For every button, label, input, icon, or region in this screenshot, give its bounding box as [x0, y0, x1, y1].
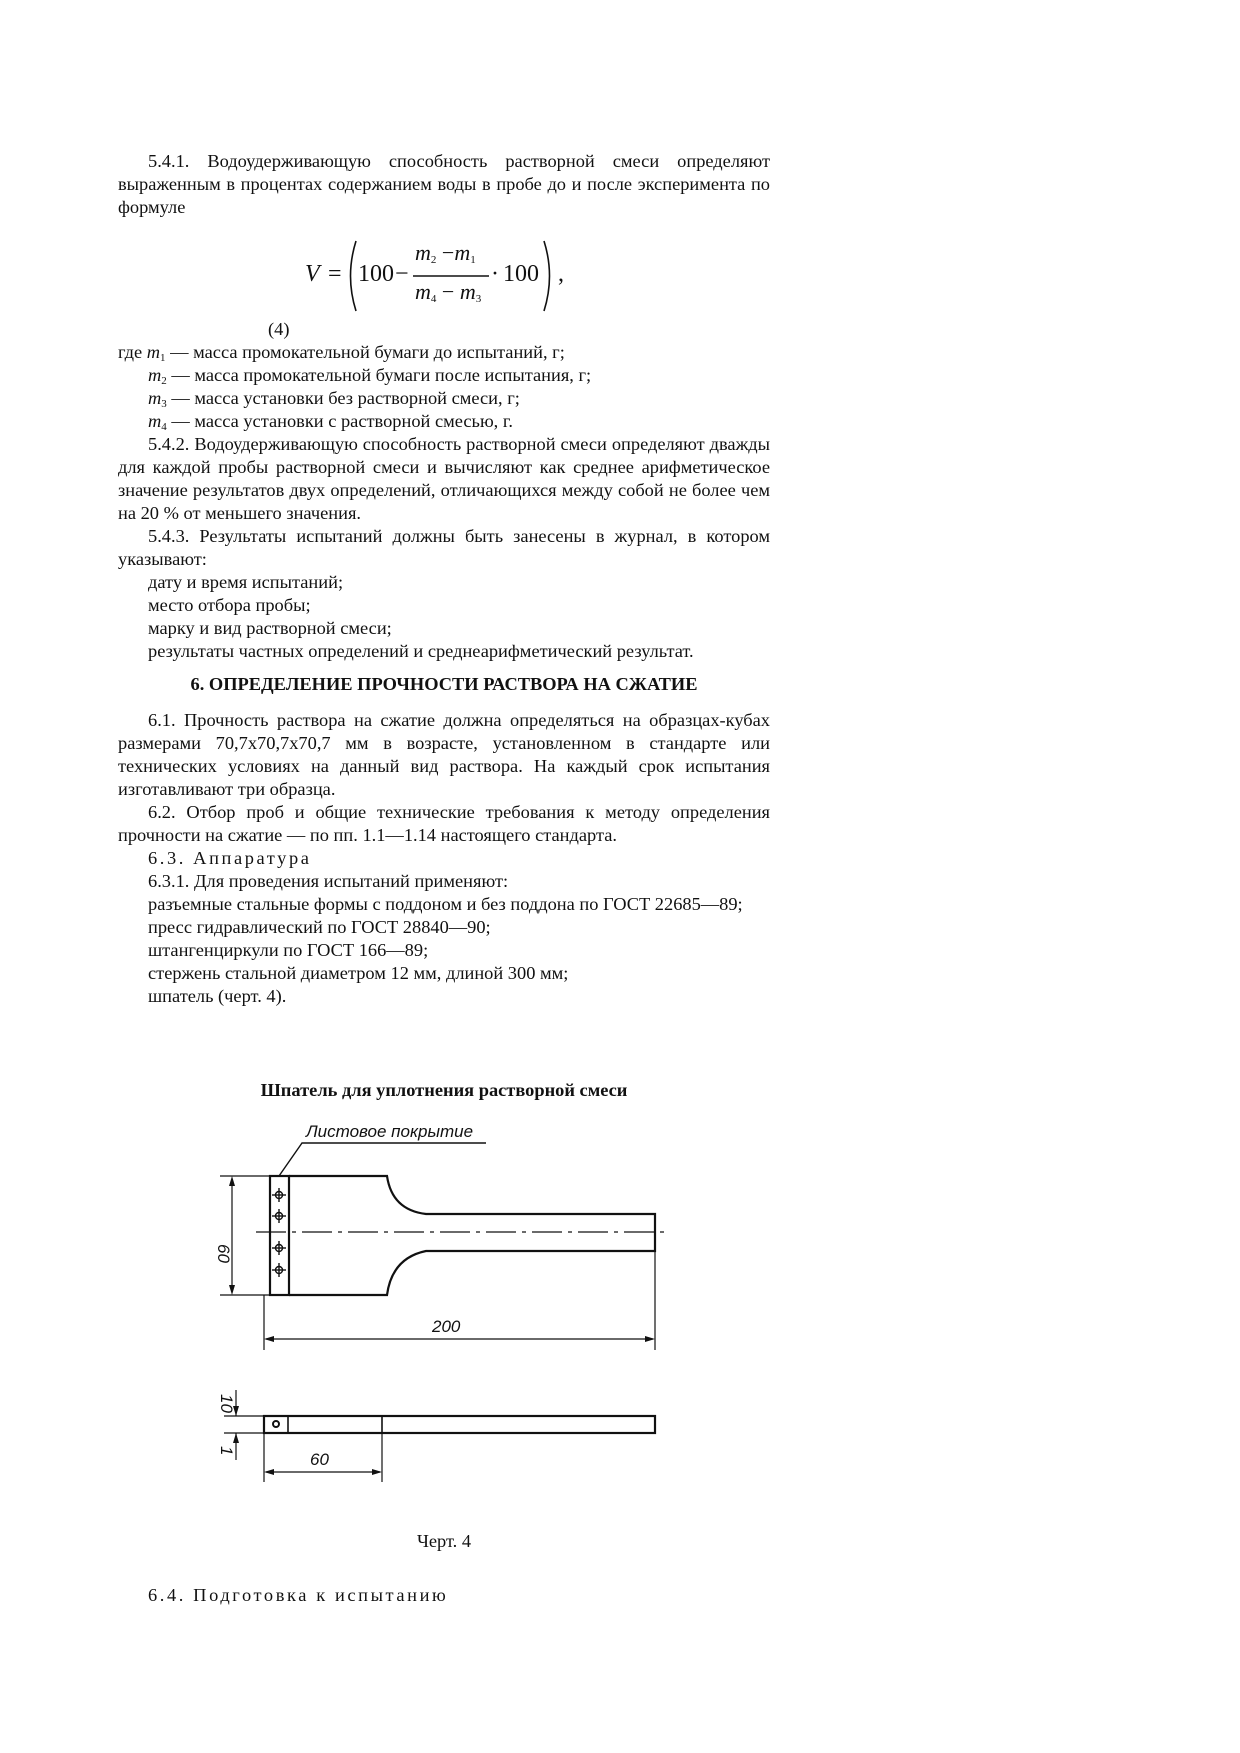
- section-5-4-1: [118, 150, 770, 219]
- formula-4: [300, 240, 580, 312]
- left-paren: [344, 240, 358, 312]
- where-m4-text: — масса установки с растворной смесью, г.: [166, 411, 513, 431]
- formula-number: (4): [268, 319, 290, 339]
- where-m4-sym: m: [148, 411, 162, 431]
- where-prefix: где: [118, 342, 147, 362]
- list-item: дату и время испытаний;: [148, 572, 344, 592]
- paragraph-6-1: 6.1. Прочность раствора на сжатие должна определяться на образцах-кубах размерами 70,7x70,7x70,7 мм в возрасте, установленном в стандарте или технических условиях на данный вид раствора. На каждый срок испытания изготавливают три образца.: [118, 710, 770, 799]
- fraction-bar: [413, 275, 489, 278]
- list-item: стержень стальной диаметром 12 мм, длиной 300 мм;: [148, 963, 569, 983]
- dimension-label-10: 10: [217, 1394, 236, 1413]
- numerator-minus: −: [441, 240, 455, 265]
- where-m3-text: — масса установки без растворной смеси, г;: [166, 388, 520, 408]
- right-paren: [542, 240, 556, 312]
- dimension-label-60-vertical: 60: [214, 1244, 233, 1263]
- list-item: шпатель (черт. 4).: [148, 986, 287, 1006]
- paragraph-5-4-1: 5.4.1. Водоудерживающую способность растворной смеси определяют выраженным в процентах содержанием воды в пробе до и после эксперимента по формуле: [118, 151, 770, 217]
- spatula-drawing: [0, 1110, 1240, 1510]
- where-m2-sub: 2: [161, 375, 167, 387]
- formula-equals: =: [328, 261, 342, 287]
- where-m2: [148, 364, 591, 387]
- section-5-4-2-3: [118, 433, 770, 663]
- where-m2-text: — масса промокательной бумаги после испытания, г;: [166, 365, 592, 385]
- formula-dot: ·: [491, 261, 499, 287]
- formula-numerator: [415, 240, 476, 266]
- denominator-m3-sub: 3: [475, 293, 482, 305]
- denominator-minus: −: [441, 279, 455, 304]
- where-m1-sym: m: [146, 342, 161, 362]
- paragraph-5-4-3: 5.4.3. Результаты испытаний должны быть занесены в журнал, в котором указывают:: [118, 526, 770, 569]
- denominator-m4: m: [415, 279, 431, 304]
- where-m1: [118, 341, 770, 364]
- list-item: разъемные стальные формы с поддоном и без поддона по ГОСТ 22685—89;: [148, 894, 743, 914]
- dimension-label-1: 1: [217, 1446, 236, 1456]
- formula-lhs: V: [305, 261, 320, 287]
- numerator-m2-sub: 2: [430, 254, 437, 266]
- formula-comma: ,: [558, 261, 564, 287]
- spatula-side-view: [264, 1416, 655, 1433]
- where-m3-sym: m: [148, 388, 162, 408]
- denominator-m4-sub: 4: [430, 293, 437, 305]
- where-m4-sub: 4: [161, 421, 167, 433]
- where-m4: [148, 410, 513, 433]
- where-m1-text: — масса промокательной бумаги до испытаний, г;: [165, 342, 565, 362]
- leader-label: Листовое покрытие: [306, 1122, 474, 1141]
- list-item: марку и вид растворной смеси;: [148, 618, 392, 638]
- dimension-label-200: 200: [432, 1317, 461, 1336]
- list-item: место отбора пробы;: [148, 595, 311, 615]
- spatula-body-outline: [289, 1176, 655, 1295]
- formula-constant-100-a: 100: [358, 261, 394, 287]
- leader-line: [279, 1143, 486, 1176]
- paragraph-5-4-2: 5.4.2. Водоудерживающую способность растворной смеси определяют дважды для каждой пробы растворной смеси и вычисляют как среднее арифметическое значение результатов двух определений, отличающихся между собой не более чем на 20 % от меньшего значения.: [118, 434, 770, 523]
- formula-constant-100-b: 100: [503, 261, 539, 287]
- figure-title: Шпатель для уплотнения растворной смеси: [260, 1080, 628, 1100]
- where-m2-sym: m: [148, 365, 162, 385]
- numerator-m2: m: [415, 240, 431, 265]
- denominator-m3: m: [459, 279, 476, 304]
- numerator-m1: m: [454, 240, 471, 265]
- where-m3: [148, 387, 520, 410]
- paragraph-6-3-1: 6.3.1. Для проведения испытаний применяют:: [148, 871, 509, 891]
- subheading-6-4: 6.4. Подготовка к испытанию: [148, 1585, 449, 1605]
- figure-caption: Черт. 4: [416, 1531, 472, 1551]
- where-m3-sub: 3: [161, 398, 167, 410]
- where-m1-sub: 1: [160, 352, 166, 364]
- section-6-body: [118, 709, 770, 1008]
- list-item: результаты частных определений и среднеарифметический результат.: [148, 641, 694, 661]
- dimension-label-60-horizontal: 60: [310, 1450, 329, 1469]
- list-item: пресс гидравлический по ГОСТ 28840—90;: [148, 917, 491, 937]
- subheading-6-3: 6.3. Аппаратура: [148, 848, 312, 868]
- list-item: штангенциркули по ГОСТ 166—89;: [148, 940, 429, 960]
- formula-denominator: [415, 279, 481, 305]
- formula-minus: −: [395, 261, 409, 287]
- section-heading: 6. ОПРЕДЕЛЕНИЕ ПРОЧНОСТИ РАСТВОРА НА СЖАТИЕ: [190, 674, 698, 694]
- paragraph-6-2: 6.2. Отбор проб и общие технические требования к методу определения прочности на сжатие — по пп. 1.1—1.14 настоящего стандарта.: [118, 802, 770, 845]
- numerator-m1-sub: 1: [470, 254, 476, 266]
